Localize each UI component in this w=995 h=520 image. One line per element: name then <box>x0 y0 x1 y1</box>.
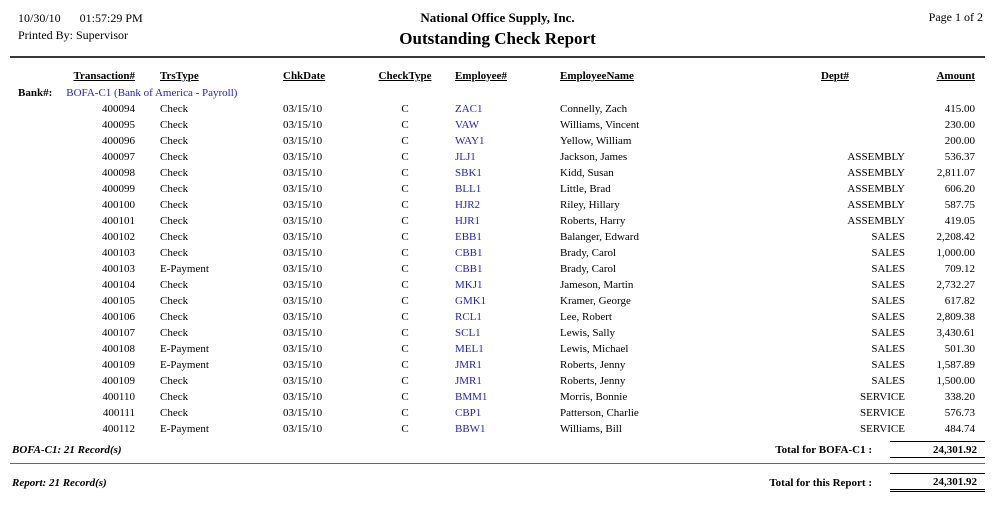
employee-name-cell: Patterson, Charlie <box>560 407 639 419</box>
employee-name-cell: Williams, Bill <box>560 423 622 435</box>
employee-code-link[interactable]: RCL1 <box>455 311 482 323</box>
dept-cell: SERVICE <box>860 391 905 403</box>
checktype-cell: C <box>401 119 409 131</box>
bank-group-row <box>10 84 985 101</box>
check-report-table <box>10 66 985 437</box>
chkdate-cell: 03/15/10 <box>283 119 323 131</box>
dept-cell: SALES <box>871 231 905 243</box>
chkdate-cell: 03/15/10 <box>283 327 323 339</box>
employee-name-cell: Lee, Robert <box>560 311 612 323</box>
header-left <box>10 10 230 44</box>
employee-name-cell: Riley, Hillary <box>560 199 620 211</box>
chkdate-cell: 03/15/10 <box>283 183 323 195</box>
employee-name-cell: Williams, Vincent <box>560 119 640 131</box>
employee-name-cell: Brady, Carol <box>560 263 617 275</box>
trstype-cell: Check <box>160 183 189 195</box>
trstype-cell: Check <box>160 391 189 403</box>
checktype-cell: C <box>401 231 409 243</box>
bank-label: Bank#: <box>18 86 53 99</box>
employee-code-link[interactable]: SBK1 <box>455 167 482 179</box>
page-number: Page 1 of 2 <box>928 10 983 24</box>
transaction-cell: 400104 <box>102 279 135 291</box>
chkdate-cell: 03/15/10 <box>283 279 323 291</box>
dept-cell: ASSEMBLY <box>847 183 905 195</box>
trstype-cell: Check <box>160 247 189 259</box>
dept-cell: ASSEMBLY <box>847 167 905 179</box>
transaction-cell: 400112 <box>102 423 135 435</box>
dept-cell: SALES <box>871 375 905 387</box>
report-record-count: Report: 21 Record(s) <box>12 476 107 489</box>
employee-code-link[interactable]: BBW1 <box>455 423 486 435</box>
amount-cell: 338.20 <box>944 391 975 403</box>
transaction-cell: 400103 <box>102 263 135 275</box>
bank-code-link[interactable]: BOFA-C1 (Bank of America - Payroll) <box>66 86 238 99</box>
employee-code-link[interactable]: HJR2 <box>455 199 481 211</box>
table-row <box>10 261 985 277</box>
table-row <box>10 213 985 229</box>
amount-cell: 484.74 <box>944 423 975 435</box>
table-row <box>10 229 985 245</box>
employee-name-cell: Morris, Bonnie <box>560 391 628 403</box>
chkdate-cell: 03/15/10 <box>283 391 323 403</box>
table-row <box>10 165 985 181</box>
checktype-cell: C <box>401 263 409 275</box>
col-header-chkdate: ChkDate <box>283 70 326 82</box>
checktype-cell: C <box>401 183 409 195</box>
dept-cell: SALES <box>871 263 905 275</box>
chkdate-cell: 03/15/10 <box>283 215 323 227</box>
employee-name-cell: Lewis, Sally <box>560 327 615 339</box>
transaction-cell: 400107 <box>102 327 135 339</box>
trstype-cell: Check <box>160 279 189 291</box>
checktype-cell: C <box>401 407 409 419</box>
dept-cell: SALES <box>871 343 905 355</box>
employee-code-link[interactable]: MEL1 <box>455 343 484 355</box>
group-total-label: Total for BOFA-C1 : <box>775 443 872 456</box>
employee-name-cell: Balanger, Edward <box>560 231 639 243</box>
amount-cell: 2,811.07 <box>936 167 975 179</box>
checktype-cell: C <box>401 199 409 211</box>
table-row <box>10 133 985 149</box>
checktype-cell: C <box>401 279 409 291</box>
checktype-cell: C <box>401 135 409 147</box>
table-row <box>10 309 985 325</box>
employee-name-cell: Jameson, Martin <box>560 279 634 291</box>
col-header-amount: Amount <box>936 70 975 82</box>
table-row <box>10 197 985 213</box>
transaction-cell: 400106 <box>102 311 135 323</box>
employee-name-cell: Roberts, Harry <box>560 215 626 227</box>
trstype-cell: E-Payment <box>160 359 209 371</box>
trstype-cell: Check <box>160 103 189 115</box>
trstype-cell: Check <box>160 151 189 163</box>
amount-cell: 419.05 <box>944 215 975 227</box>
transaction-cell: 400108 <box>102 343 135 355</box>
amount-cell: 709.12 <box>944 263 975 275</box>
dept-cell: SALES <box>871 247 905 259</box>
header-divider <box>10 56 985 58</box>
amount-cell: 501.30 <box>944 343 975 355</box>
table-row <box>10 117 985 133</box>
transaction-cell: 400109 <box>102 375 135 387</box>
chkdate-cell: 03/15/10 <box>283 423 323 435</box>
trstype-cell: E-Payment <box>160 423 209 435</box>
employee-code-link[interactable]: VAW <box>455 119 479 131</box>
chkdate-cell: 03/15/10 <box>283 103 323 115</box>
dept-cell: ASSEMBLY <box>847 199 905 211</box>
transaction-cell: 400100 <box>102 199 135 211</box>
table-row <box>10 101 985 117</box>
dept-cell <box>760 117 910 133</box>
dept-cell: SALES <box>871 295 905 307</box>
chkdate-cell: 03/15/10 <box>283 407 323 419</box>
chkdate-cell: 03/15/10 <box>283 151 323 163</box>
employee-name-cell: Kramer, George <box>560 295 631 307</box>
checktype-cell: C <box>401 391 409 403</box>
checktype-cell: C <box>401 295 409 307</box>
dept-cell: ASSEMBLY <box>847 151 905 163</box>
employee-name-cell: Yellow, William <box>560 135 632 147</box>
table-row <box>10 325 985 341</box>
checktype-cell: C <box>401 247 409 259</box>
amount-cell: 2,809.38 <box>936 311 975 323</box>
print-date: 10/30/10 <box>18 11 61 25</box>
table-row <box>10 357 985 373</box>
chkdate-cell: 03/15/10 <box>283 359 323 371</box>
table-row <box>10 293 985 309</box>
dept-cell: SALES <box>871 311 905 323</box>
report-title: Outstanding Check Report <box>399 29 596 48</box>
employee-code-link[interactable]: MKJ1 <box>455 279 483 291</box>
transaction-cell: 400096 <box>102 135 135 147</box>
amount-cell: 1,587.89 <box>936 359 975 371</box>
amount-cell: 1,500.00 <box>936 375 975 387</box>
table-row <box>10 421 985 437</box>
table-row <box>10 373 985 389</box>
dept-cell: SERVICE <box>860 423 905 435</box>
employee-code-link[interactable]: CBP1 <box>455 407 482 419</box>
checktype-cell: C <box>401 215 409 227</box>
transaction-cell: 400105 <box>102 295 135 307</box>
employee-name-cell: Roberts, Jenny <box>560 375 626 387</box>
employee-code-link[interactable]: BLL1 <box>455 183 482 195</box>
checktype-cell: C <box>401 423 409 435</box>
amount-cell: 2,208.42 <box>936 231 975 243</box>
employee-code-link[interactable]: CBB1 <box>455 263 483 275</box>
chkdate-cell: 03/15/10 <box>283 167 323 179</box>
transaction-cell: 400099 <box>102 183 135 195</box>
amount-cell: 606.20 <box>944 183 975 195</box>
chkdate-cell: 03/15/10 <box>283 295 323 307</box>
dept-cell <box>760 133 910 149</box>
table-row <box>10 181 985 197</box>
trstype-cell: Check <box>160 375 189 387</box>
trstype-cell: Check <box>160 199 189 211</box>
col-header-employeename: EmployeeName <box>560 70 634 82</box>
employee-code-link[interactable]: JLJ1 <box>455 151 476 163</box>
chkdate-cell: 03/15/10 <box>283 375 323 387</box>
employee-name-cell: Little, Brad <box>560 183 611 195</box>
amount-cell: 200.00 <box>944 135 975 147</box>
employee-code-link[interactable]: WAY1 <box>455 135 485 147</box>
transaction-cell: 400094 <box>102 103 135 115</box>
dept-cell: SALES <box>871 279 905 291</box>
table-row <box>10 149 985 165</box>
employee-code-link[interactable]: JMR1 <box>455 375 482 387</box>
employee-code-link[interactable]: SCL1 <box>455 327 481 339</box>
amount-cell: 3,430.61 <box>936 327 975 339</box>
checktype-cell: C <box>401 167 409 179</box>
transaction-cell: 400098 <box>102 167 135 179</box>
trstype-cell: Check <box>160 231 189 243</box>
chkdate-cell: 03/15/10 <box>283 343 323 355</box>
amount-cell: 2,732.27 <box>936 279 975 291</box>
dept-cell: ASSEMBLY <box>847 215 905 227</box>
amount-cell: 536.37 <box>944 151 975 163</box>
col-header-transaction: Transaction# <box>73 70 135 82</box>
transaction-cell: 400095 <box>102 119 135 131</box>
amount-cell: 576.73 <box>944 407 975 419</box>
trstype-cell: Check <box>160 135 189 147</box>
chkdate-cell: 03/15/10 <box>283 311 323 323</box>
section-divider <box>10 463 985 464</box>
table-row <box>10 277 985 293</box>
employee-name-cell: Connelly, Zach <box>560 103 628 115</box>
col-header-trstype: TrsType <box>160 70 199 82</box>
trstype-cell: Check <box>160 407 189 419</box>
employee-name-cell: Roberts, Jenny <box>560 359 626 371</box>
report-total-label: Total for this Report : <box>769 476 872 489</box>
checktype-cell: C <box>401 375 409 387</box>
report-total-row <box>10 473 985 492</box>
amount-cell: 230.00 <box>944 119 975 131</box>
amount-cell: 415.00 <box>944 103 975 115</box>
trstype-cell: E-Payment <box>160 263 209 275</box>
trstype-cell: Check <box>160 311 189 323</box>
checktype-cell: C <box>401 103 409 115</box>
print-time: 01:57:29 PM <box>79 11 143 25</box>
transaction-cell: 400110 <box>102 391 135 403</box>
employee-code-link[interactable]: CBB1 <box>455 247 483 259</box>
dept-cell <box>760 101 910 117</box>
trstype-cell: Check <box>160 327 189 339</box>
employee-name-cell: Kidd, Susan <box>560 167 614 179</box>
employee-name-cell: Jackson, James <box>560 151 628 163</box>
trstype-cell: Check <box>160 215 189 227</box>
chkdate-cell: 03/15/10 <box>283 135 323 147</box>
header-center <box>230 10 765 49</box>
employee-name-cell: Brady, Carol <box>560 247 617 259</box>
transaction-cell: 400102 <box>102 231 135 243</box>
amount-cell: 617.82 <box>944 295 975 307</box>
employee-code-link[interactable]: BMM1 <box>455 391 488 403</box>
table-row <box>10 245 985 261</box>
employee-code-link[interactable]: EBB1 <box>455 231 482 243</box>
dept-cell: SALES <box>871 359 905 371</box>
company-name: National Office Supply, Inc. <box>420 10 575 25</box>
table-row <box>10 389 985 405</box>
amount-cell: 587.75 <box>944 199 975 211</box>
col-header-checktype: CheckType <box>378 70 432 82</box>
group-record-count: BOFA-C1: 21 Record(s) <box>12 443 122 456</box>
trstype-cell: Check <box>160 167 189 179</box>
checktype-cell: C <box>401 151 409 163</box>
employee-code-link[interactable]: ZAC1 <box>455 103 483 115</box>
checktype-cell: C <box>401 343 409 355</box>
chkdate-cell: 03/15/10 <box>283 231 323 243</box>
transaction-cell: 400097 <box>102 151 135 163</box>
col-header-employee: Employee# <box>455 70 507 82</box>
table-header-row <box>10 66 985 84</box>
col-header-dept: Dept# <box>820 70 850 82</box>
transaction-cell: 400103 <box>102 247 135 259</box>
dept-cell: SERVICE <box>860 407 905 419</box>
transaction-cell: 400111 <box>102 407 135 419</box>
report-header <box>10 10 985 49</box>
chkdate-cell: 03/15/10 <box>283 263 323 275</box>
printed-by: Printed By: Supervisor <box>18 28 128 42</box>
chkdate-cell: 03/15/10 <box>283 247 323 259</box>
checktype-cell: C <box>401 311 409 323</box>
transaction-cell: 400109 <box>102 359 135 371</box>
trstype-cell: Check <box>160 119 189 131</box>
amount-cell: 1,000.00 <box>936 247 975 259</box>
employee-code-link[interactable]: JMR1 <box>455 359 482 371</box>
chkdate-cell: 03/15/10 <box>283 199 323 211</box>
trstype-cell: Check <box>160 295 189 307</box>
checktype-cell: C <box>401 327 409 339</box>
table-row <box>10 405 985 421</box>
transaction-cell: 400101 <box>102 215 135 227</box>
print-date-time <box>18 10 230 27</box>
group-total-amount: 24,301.92 <box>890 441 985 458</box>
employee-code-link[interactable]: HJR1 <box>455 215 481 227</box>
group-total-row <box>10 441 985 458</box>
table-row <box>10 341 985 357</box>
employee-name-cell: Lewis, Michael <box>560 343 629 355</box>
report-total-amount: 24,301.92 <box>890 473 985 492</box>
employee-code-link[interactable]: GMK1 <box>455 295 487 307</box>
trstype-cell: E-Payment <box>160 343 209 355</box>
checktype-cell: C <box>401 359 409 371</box>
dept-cell: SALES <box>871 327 905 339</box>
